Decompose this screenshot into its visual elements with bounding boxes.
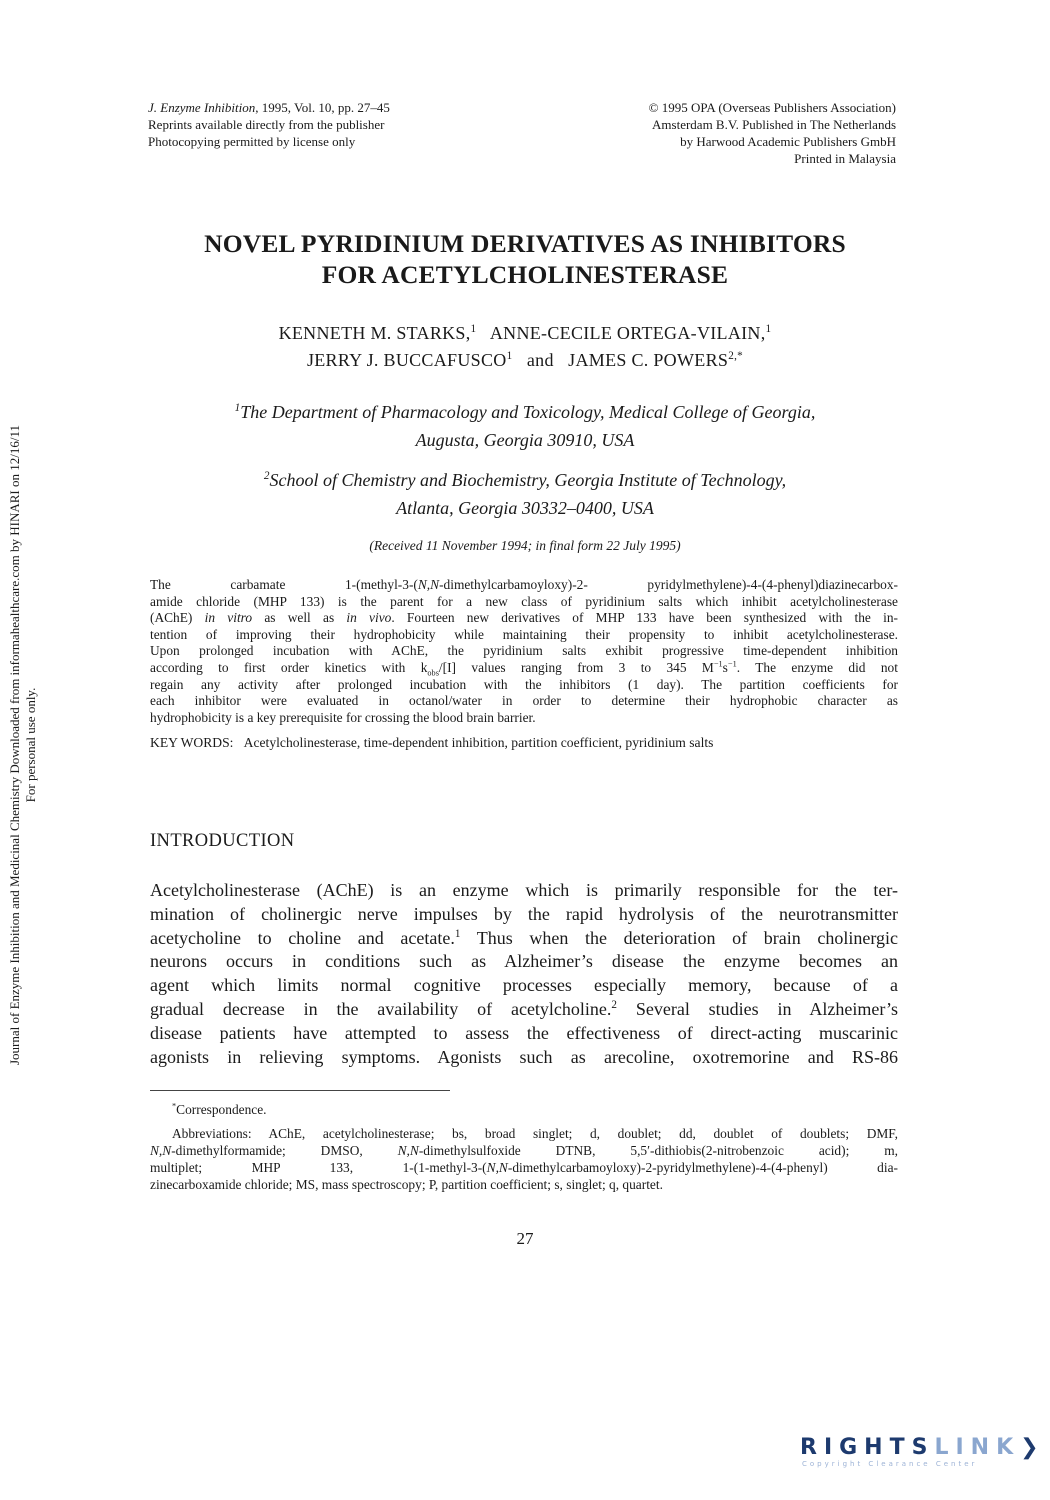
journal-citation-header [148, 99, 528, 150]
body-line: agent which limits normal cognitive processes especially memory, because of a [150, 975, 898, 996]
keywords-text: Acetylcholinesterase, time-dependent inhibition, partition coefficient, pyridinium salts [243, 735, 714, 750]
title-line-2: FOR ACETYLCHOLINESTERASE [321, 260, 729, 289]
unit-superscript: −1 [713, 659, 723, 669]
received-dates: (Received 11 November 1994; in final form 22 July 1995) [369, 538, 681, 553]
author-powers: JAMES C. POWERS [568, 350, 729, 370]
abstract-line [150, 660, 898, 677]
abstract-line: each inhibitor were evaluated in octanol/water in order to determine their hydrophobic character as [150, 693, 898, 709]
affiliation-1-line-2: Augusta, Georgia 30910, USA [415, 430, 635, 450]
abstract-text: . The enzyme did not [736, 659, 898, 675]
abstract-line [150, 577, 898, 594]
abstract-text: . Fourteen new derivatives of MHP 133 have been synthesized with the in- [391, 610, 898, 626]
kobs-subscript: obs [427, 668, 439, 678]
body-text: gradual decrease in the availability of acetylcholine. [150, 998, 612, 1019]
printed-in: Printed in Malaysia [794, 151, 896, 166]
citation-line [148, 99, 528, 116]
page-number: 27 [516, 1229, 534, 1248]
body-text: acetycholine to choline and acetate. [150, 927, 455, 948]
author-line-2 [100, 347, 950, 374]
logo-dark-text: RIGHTS [800, 1435, 935, 1460]
body-line: disease patients have attempted to assess the effectiveness of direct-acting muscarinic [150, 1022, 898, 1043]
author-ortega-vilain: ANNE-CECILE ORTEGA-VILAIN, [489, 323, 766, 343]
abbr-text: -dimethylcarbamoyloxy)-2-pyridylmethylene)-4-(4-phenyl) dia- [507, 1160, 899, 1175]
copyright-line: © 1995 OPA (Overseas Publishers Association) [648, 100, 896, 115]
author-starks-affil: 1 [470, 323, 477, 335]
abstract-text: s [722, 659, 728, 675]
footnote-abbreviations [150, 1125, 898, 1193]
abbr-line [150, 1142, 898, 1159]
body-line: agonists in relieving symptoms. Agonists such as arecoline, oxotremorine and RS-86 [150, 1046, 898, 1067]
logo-arrow-icon: ❯ [1020, 1435, 1039, 1460]
affiliation-1 [100, 398, 950, 454]
body-line [150, 927, 898, 951]
abbr-line: Abbreviations: AChE, acetylcholinesterase; bs, broad singlet; d, doublet; dd, doublet of doublets; DMF, [172, 1126, 898, 1141]
abbr-italic: N,N [150, 1143, 172, 1158]
footnote-rule [150, 1090, 450, 1091]
body-line: Acetylcholinesterase (AChE) is an enzyme which is primarily responsible for the ter- [150, 880, 898, 900]
download-watermark-text [7, 330, 39, 1160]
abstract-italic: in vivo [346, 610, 392, 626]
rightslink-logo[interactable] [800, 1435, 1039, 1473]
author-buccafusco-affil: 1 [506, 350, 513, 362]
abstract-text: -dimethylcarbamoyloxy)-2- pyridylmethylene)-4-(4-phenyl)diazinecarbox- [439, 577, 898, 592]
author-ortega-vilain-affil: 1 [765, 323, 772, 335]
body-text: Thus when the deterioration of brain cholinergic [460, 927, 899, 948]
body-line: mination of cholinergic nerve impulses by the rapid hydrolysis of the neurotransmitter [150, 903, 898, 924]
rightslink-wordmark [800, 1435, 1039, 1460]
paper-title [100, 228, 950, 290]
watermark-line-2: For personal use only. [23, 687, 38, 803]
abstract-text: The carbamate 1-(methyl-3-( [150, 577, 418, 592]
abstract-italic: N,N [417, 577, 440, 592]
section-heading-introduction: INTRODUCTION [150, 831, 295, 851]
abbr-italic: N,N [397, 1143, 419, 1158]
abstract-text: (AChE) [150, 610, 205, 626]
affiliation-2-marker: 2 [263, 470, 270, 482]
abstract-line: regain any activity after prolonged incubation with the inhibitors (1 day). The partition coefficients for [150, 676, 898, 692]
abstract-line: amide chloride (MHP 133) is the parent for a new class of pyridinium salts which inhibit acetylcholinesterase [150, 593, 898, 609]
author-list [100, 320, 950, 374]
author-powers-affil: 2,* [728, 350, 744, 362]
author-and: and [526, 350, 554, 370]
abstract-line: hydrophobicity is a key prerequisite for crossing the blood brain barrier. [150, 709, 536, 725]
affiliation-2-line-1 [100, 466, 950, 494]
abbr-text: -dimethylformamide; DMSO, [171, 1143, 398, 1158]
unit-superscript: −1 [727, 659, 737, 669]
affiliation-1-text: The Department of Pharmacology and Toxicology, Medical College of Georgia, [240, 402, 816, 422]
abstract-text: /[I] values ranging from 3 to 345 M [438, 659, 714, 675]
abbr-text: multiplet; MHP 133, 1-(1-methyl-3-( [150, 1160, 487, 1175]
abbr-text: -dimethylsulfoxide DTNB, 5,5′-dithiobis(2-nitrobenzoic acid); m, [418, 1143, 898, 1158]
abbr-line: zinecarboxamide chloride; MS, mass spectroscopy; P, partition coefficient; s, singlet; q, quartet. [150, 1177, 663, 1192]
publisher-line-2: by Harwood Academic Publishers GmbH [680, 134, 896, 149]
photocopy-note: Photocopying permitted by license only [148, 134, 356, 149]
affiliation-2-text: School of Chemistry and Biochemistry, Georgia Institute of Technology, [269, 470, 787, 490]
reprints-note: Reprints available directly from the publisher [148, 117, 385, 132]
author-line-1 [100, 320, 950, 347]
journal-name: J. Enzyme Inhibition [148, 100, 256, 115]
introduction-body [150, 879, 898, 1069]
publisher-line: Amsterdam B.V. Published in The Netherlands [652, 117, 896, 132]
citation-ref: 1 [454, 927, 461, 940]
keywords-label: KEY WORDS: [150, 735, 234, 750]
citation-ref: 2 [611, 998, 617, 1011]
affiliation-2-line-2: Atlanta, Georgia 30332–0400, USA [396, 498, 654, 518]
abbr-line [150, 1159, 898, 1176]
abstract-line: Upon prolonged incubation with AChE, the pyridinium salts exhibit progressive time-dependent inhibition [150, 643, 898, 659]
abstract-text: according to first order kinetics with k [150, 659, 428, 675]
correspondence-text: Correspondence. [176, 1102, 267, 1117]
author-starks: KENNETH M. STARKS, [278, 323, 471, 343]
keywords [150, 735, 898, 751]
abstract-line: tention of improving their hydrophobicity while maintaining their propensity to inhibit acetylcholinesterase. [150, 626, 898, 642]
watermark-line-1: Journal of Enzyme Inhibition and Medicinal Chemistry Downloaded from informahealthcare.com by HINARI on 12/16/11 [7, 425, 22, 1065]
citation-details: , 1995, Vol. 10, pp. 27–45 [255, 100, 390, 115]
logo-light-text: LINK [934, 1435, 1021, 1460]
title-line-1: NOVEL PYRIDINIUM DERIVATIVES AS INHIBITORS [204, 229, 846, 258]
affiliation-1-line-1 [100, 398, 950, 426]
correspondence-marker: * [172, 1101, 177, 1111]
publisher-header [560, 99, 896, 167]
abstract [150, 577, 898, 726]
body-line [150, 998, 898, 1022]
author-buccafusco: JERRY J. BUCCAFUSCO [306, 350, 507, 370]
download-watermark [0, 330, 46, 1160]
affiliation-2 [100, 466, 950, 522]
affiliation-1-marker: 1 [234, 402, 241, 414]
abbr-italic: N,N [486, 1160, 508, 1175]
body-text: Several studies in Alzheimer’s [617, 998, 899, 1019]
abstract-text: as well as [252, 610, 347, 626]
footnote-correspondence [172, 1101, 267, 1118]
abstract-line [150, 610, 898, 627]
logo-subtitle: Copyright Clearance Center [802, 1460, 978, 1468]
body-line: neurons occurs in conditions such as Alzheimer’s disease the enzyme becomes an [150, 951, 898, 972]
abstract-italic: in vitro [204, 610, 253, 626]
